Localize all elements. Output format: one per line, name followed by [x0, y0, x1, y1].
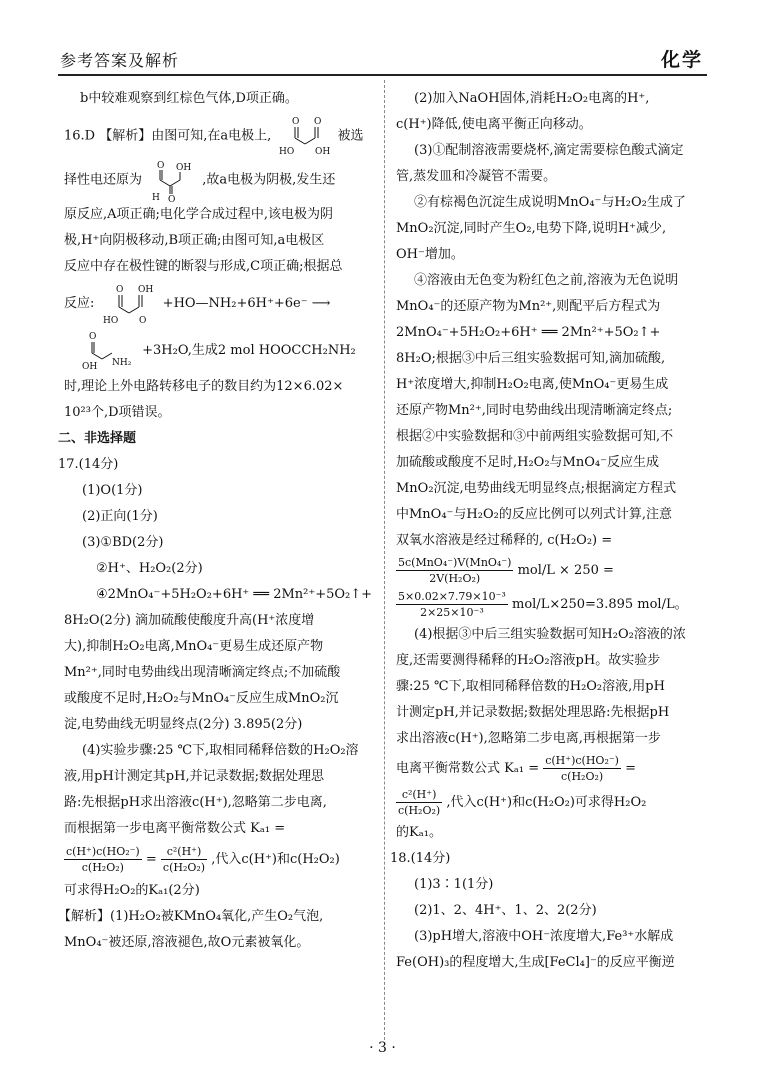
text-line: H⁺浓度增大,抑制H₂O₂电离,使MnO₄⁻更易生成 — [396, 377, 669, 392]
formula-line — [396, 588, 704, 622]
answer-line: (4)实验步骤:25 ℃下,取相同稀释倍数的H₂O₂溶 — [82, 743, 359, 758]
header-title: 参考答案及解析 — [60, 51, 180, 70]
glycine-structure — [82, 329, 138, 373]
text-line: 骤:25 ℃下,取相同稀释倍数的H₂O₂溶液,用pH — [396, 679, 665, 694]
text-line: 反应中存在极性键的断裂与形成,C项正确;根据总 — [64, 259, 343, 274]
svg-text:O: O — [138, 315, 146, 326]
answer-line: 液,用pH计测定其pH,并记录数据;数据处理思 — [64, 769, 324, 784]
ka1-fraction-2: $\frac{\text{c²(H⁺)}}{\text{c(H₂O₂)}}$ — [398, 788, 441, 817]
svg-text:OH: OH — [315, 147, 331, 157]
q16-line2 — [64, 158, 370, 202]
answer-line: (3)①BD(2分) — [82, 535, 164, 550]
text-line: b中较难观察到红棕色气体,D项正确。 — [80, 91, 298, 106]
right-column — [390, 86, 704, 976]
svg-text:OH: OH — [137, 284, 153, 295]
formula-line: $\frac{\text{c²(H⁺)}}{\text{c(H₂O₂)}}$ ,代入c(H⁺)和c(H₂O₂)可求得H₂O₂ — [398, 788, 647, 817]
text-line: 根据②中实验数据和③中前两组实验数据可知,不 — [396, 429, 674, 444]
question-number: 18.(14分) — [390, 851, 451, 866]
answer-line: 路:先根据pH求出溶液c(H⁺),忽略第二步电离, — [64, 795, 327, 810]
analysis-line: 【解析】(1)H₂O₂被KMnO₄氧化,产生O₂气泡, — [58, 909, 324, 924]
answer-line: 8H₂O(2分) 滴加硫酸使酸度升高(H⁺浓度增 — [64, 613, 315, 628]
formula-tail: ,代入c(H⁺)和c(H₂O₂) — [211, 852, 340, 867]
header-subject: 化学 — [660, 49, 703, 71]
text-line: (3)①配制溶液需要烧杯,滴定需要棕色酸式滴定 — [414, 143, 684, 158]
glyoxylic-acid-structure — [146, 158, 198, 202]
column-divider — [384, 80, 385, 1040]
reaction-line — [64, 280, 370, 328]
formula-line — [396, 554, 704, 588]
svg-text:H: H — [152, 193, 161, 202]
text-line: 2MnO₄⁻+5H₂O₂+6H⁺ ══ 2Mn²⁺+5O₂↑+ — [396, 325, 661, 340]
text-line: 8H₂O;根据③中后三组实验数据可知,滴加硫酸, — [396, 351, 666, 366]
svg-text:NH₂: NH₂ — [112, 357, 132, 368]
text-line: OH⁻增加。 — [396, 247, 464, 262]
text-line: ④溶液由无色变为粉红色之前,溶液为无色说明 — [414, 273, 679, 288]
svg-text:HO: HO — [102, 315, 118, 326]
glycine-tail: +3H₂O,生成2 mol HOOCCH₂NH₂ — [142, 343, 356, 358]
text-line: c(H⁺)降低,使电离平衡正向移动。 — [396, 117, 592, 132]
svg-text:O: O — [292, 117, 300, 127]
text-line: 极,H⁺向阴极移动,B项正确;由图可知,a电极区 — [64, 233, 325, 248]
calculation-fraction: $\frac{\text{5×0.02×7.79×10⁻³}}{\text{2×25×10⁻³}}$ — [398, 590, 506, 619]
formula-line: 电离平衡常数公式 Kₐ₁ = $\frac{\text{c(H⁺)c(HO₂⁻)}}{\text{c(H₂O₂)}}$ = — [396, 754, 636, 783]
formula-tail: mol/L×250=3.895 mol/L。 — [512, 597, 688, 612]
oxalic-acid-structure — [99, 281, 159, 327]
answer-line: 可求得H₂O₂的Kₐ₁(2分) — [64, 883, 200, 898]
text-line: MnO₂沉淀,同时产生O₂,电势下降,说明H⁺减少, — [396, 221, 667, 236]
section-heading: 二、非选择题 — [58, 431, 137, 446]
answer-line: 而根据第一步电离平衡常数公式 Kₐ₁ = — [64, 821, 286, 836]
text-line: (4)根据③中后三组实验数据可知H₂O₂溶液的浓 — [414, 627, 686, 642]
answer-line: (1)3∶1(1分) — [414, 877, 494, 892]
svg-text:HO: HO — [279, 147, 295, 157]
answer-line: (2)1、2、4H⁺、1、2、2(2分) — [414, 903, 597, 918]
page-number: · 3 · — [369, 1040, 396, 1056]
analysis-line: MnO₄⁻被还原,溶液褪色,故O元素被氧化。 — [64, 935, 310, 950]
text-line: 10²³个,D项错误。 — [64, 405, 171, 420]
ka1-fraction: $\frac{\text{c(H⁺)c(HO₂⁻)}}{\text{c(H₂O₂)}}$ — [545, 754, 619, 783]
answer-line: (1)O(1分) — [82, 483, 143, 498]
concentration-fraction: $\frac{\text{5c(MnO₄⁻)V(MnO₄⁻)}}{\text{2V(H₂O₂)}}$ — [398, 556, 512, 585]
svg-text:O: O — [89, 331, 97, 342]
svg-text:OH: OH — [82, 361, 98, 372]
reaction-label: 反应: — [64, 296, 95, 311]
q16-text2-tail: ,故a电极为阴极,发生还 — [202, 172, 336, 188]
formula-line: $\frac{\text{c(H⁺)c(HO₂⁻)}}{\text{c(H₂O₂)}}$ = $\frac{\text{c²(H⁺)}}{\text{c(H₂O₂)}}$ ,代入c(H⁺)和c(H₂O₂) — [66, 845, 340, 874]
question-number: 17.(14分) — [58, 457, 119, 472]
svg-text:O: O — [168, 195, 176, 202]
text-line: MnO₄⁻的还原产物为Mn²⁺,则配平后方程式为 — [396, 299, 661, 314]
text-line: 度,还需要测得稀释的H₂O₂溶液pH。故实验步 — [396, 653, 661, 668]
svg-text:O: O — [115, 284, 123, 295]
page-header — [58, 40, 707, 76]
q16-text2: 择性电还原为 — [64, 172, 143, 188]
q16-text: 16.D 【解析】由图可知,在a电极上, — [64, 128, 272, 144]
answer-line: ②H⁺、H₂O₂(2分) — [96, 561, 203, 576]
answer-line: Fe(OH)₃的程度增大,生成[FeCl₄]⁻的反应平衡逆 — [396, 955, 675, 970]
ka1-fraction-2: $\frac{\text{c²(H⁺)}}{\text{c(H₂O₂)}}$ — [162, 845, 206, 874]
formula-tail: mol/L × 250 = — [517, 563, 614, 578]
svg-text:OH: OH — [176, 163, 192, 173]
answer-line: (2)正向(1分) — [82, 509, 158, 524]
text-line: 还原产物Mn²⁺,同时电势曲线出现清晰滴定终点; — [396, 403, 673, 418]
ka1-fraction: $\frac{\text{c(H⁺)c(HO₂⁻)}}{\text{c(H₂O₂)}}$ — [66, 845, 140, 874]
q16-text-tail: 被选 — [337, 128, 364, 144]
reaction-tail: +HO—NH₂+6H⁺+6e⁻ ⟶ — [162, 296, 331, 311]
text-line: (2)加入NaOH固体,消耗H₂O₂电离的H⁺, — [414, 91, 650, 106]
text-line: ②有棕褐色沉淀生成说明MnO₄⁻与H₂O₂生成了 — [414, 195, 686, 210]
answer-line: Mn²⁺,同时电势曲线出现清晰滴定终点;不加硫酸 — [64, 665, 341, 680]
text-line: MnO₂沉淀,电势曲线无明显终点;根据滴定方程式 — [396, 481, 677, 496]
answer-line: 或酸度不足时,H₂O₂与MnO₄⁻反应生成MnO₂沉 — [64, 691, 339, 706]
svg-text:O: O — [157, 161, 165, 171]
answer-line: 大),抑制H₂O₂电离,MnO₄⁻更易生成还原产物 — [64, 639, 324, 654]
text-line: 求出溶液c(H⁺),忽略第二步电离,再根据第一步 — [396, 731, 661, 746]
text-line: 中MnO₄⁻与H₂O₂的反应比例可以列式计算,注意 — [396, 507, 672, 522]
svg-text:O: O — [314, 117, 322, 127]
answer-line: ④2MnO₄⁻+5H₂O₂+6H⁺ ══ 2Mn²⁺+5O₂↑+ — [96, 587, 373, 602]
text-line: 双氧水溶液是经过稀释的, c(H₂O₂) = — [396, 533, 613, 548]
oxalic-acid-structure — [275, 114, 333, 158]
left-column — [58, 86, 373, 956]
text-line: 管,蒸发皿和冷凝管不需要。 — [396, 169, 557, 184]
text-line: 计测定pH,并记录数据;数据处理思路:先根据pH — [396, 705, 670, 720]
glycine-line — [64, 328, 370, 374]
text-line: 加硫酸或酸度不足时,H₂O₂与MnO₄⁻反应生成 — [396, 455, 659, 470]
q16-line — [64, 114, 370, 158]
text-line: 原反应,A项正确;电化学合成过程中,该电极为阴 — [64, 207, 334, 222]
answer-line: 淀,电势曲线无明显终点(2分) 3.895(2分) — [64, 717, 303, 732]
answer-line: (3)pH增大,溶液中OH⁻浓度增大,Fe³⁺水解成 — [414, 929, 674, 944]
text-line: 的Kₐ₁。 — [396, 825, 442, 840]
text-line: 时,理论上外电路转移电子的数目约为12×6.02× — [64, 379, 344, 394]
